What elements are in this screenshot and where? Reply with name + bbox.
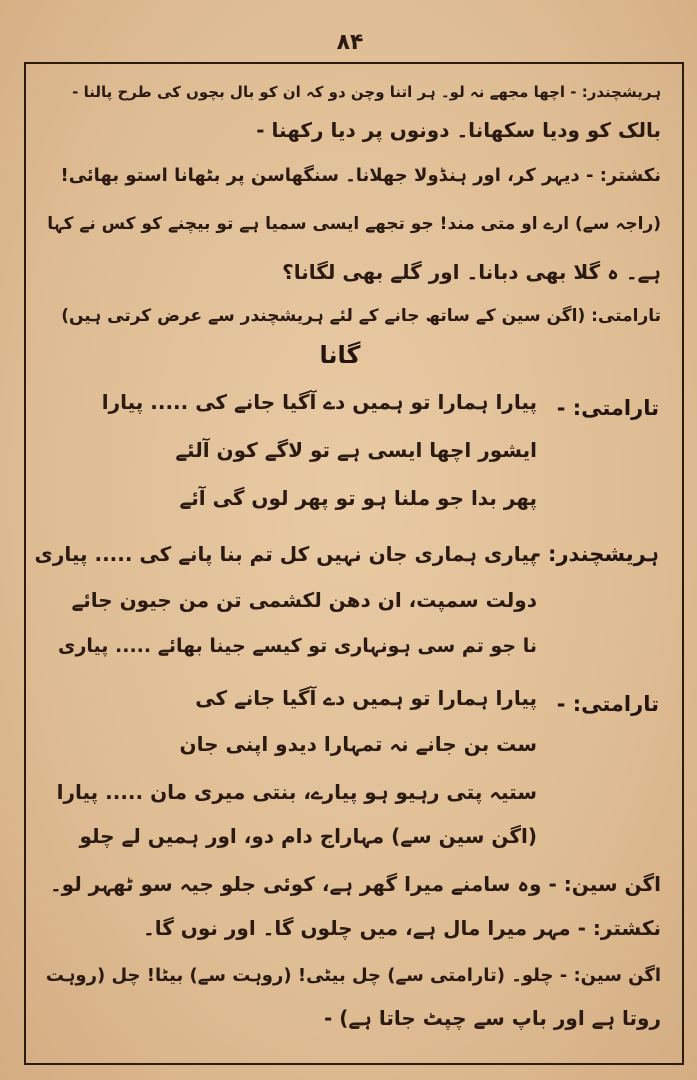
dialogue-line-3: نکشتر: - دیہر کر، اور ہنڈولا جھلانا۔ سنگھاسن پر بٹھانا استو بھائی! xyxy=(60,165,661,186)
song-line-7: پیارا ہمارا تو ہمیں دے آگیا جانے کی xyxy=(195,686,537,710)
song-line-3: پھر بدا جو ملنا ہو تو پھر لوں گی آئے xyxy=(179,486,537,510)
song-line-4: پیاری ہماری جان نہیں کل تم بنا پانے کی ..... پیاری xyxy=(34,542,537,566)
dialogue-line-2: بالک کو ودیا سکھانا۔ دونوں پر دیا رکھنا - xyxy=(256,118,661,142)
dialogue-line-7: (اگن سین سے) مہاراج دام دو، اور ہمیں لے چلو xyxy=(79,824,537,848)
song-line-1: پیارا ہمارا تو ہمیں دے آگیا جانے کی ..... پیارا xyxy=(101,390,537,414)
song-line-9: ستیہ پتی رہیو ہو پیارے، بنتی میری مان ..... پیارا xyxy=(56,780,537,804)
dialogue-line-11: روتا ہے اور باپ سے چپٹ جاتا ہے) - xyxy=(324,1006,661,1030)
dialogue-line-8: اگن سین: - وہ سامنے میرا گھر ہے، کوئی جلو جیہ سو ٹھہر لو۔ xyxy=(49,872,661,896)
song-line-2: ایشور اچھا ایسی ہے تو لاگے کون آلئے xyxy=(175,438,537,462)
song-line-5: دولت سمپت، ان دھن لکشمی تن من جیون جائے xyxy=(71,588,537,612)
dialogue-line-9: نکشتر: - مہر میرا مال ہے، میں چلوں گا۔ اور نوں گا۔ xyxy=(142,916,661,940)
page-number: ۸۴ xyxy=(336,30,364,55)
song-line-8: ست بن جانے نہ تمہارا دیدو اپنی جان xyxy=(179,732,537,756)
speaker-taramati-2: تارامتی: - xyxy=(556,692,659,716)
dialogue-line-1: ہریشچندر: - اچھا مجھے نہ لو۔ ہر اتنا وچن دو کہ ان کو بال بچوں کی طرح پالنا - xyxy=(72,83,661,101)
dialogue-line-4: (راجہ سے) ارے او متی مند! جو تجھے ایسی سمیا ہے تو بیچنے کو کس نے کہا xyxy=(47,214,661,234)
stage-direction: تارامتی: (اگن سین کے ساتھ جانے کے لئے ہریشچندر سے عرض کرتی ہیں) xyxy=(61,306,661,326)
dialogue-line-10: اگن سین: - چلو۔ (تارامتی سے) چل بیٹی! (روہت سے) بیٹا! چل (روہت xyxy=(45,965,661,986)
song-line-6: نا جو تم سی ہونہاری تو کیسے جینا بھائے ..... پیاری xyxy=(58,635,537,657)
speaker-harishchandra: ہریشچندر: - xyxy=(532,542,659,566)
song-heading: گانا xyxy=(319,341,361,369)
speaker-taramati-1: تارامتی: - xyxy=(556,396,659,420)
dialogue-line-5: ہے۔ ہ گلا بھی دبانا۔ اور گلے بھی لگانا؟ xyxy=(282,260,661,284)
